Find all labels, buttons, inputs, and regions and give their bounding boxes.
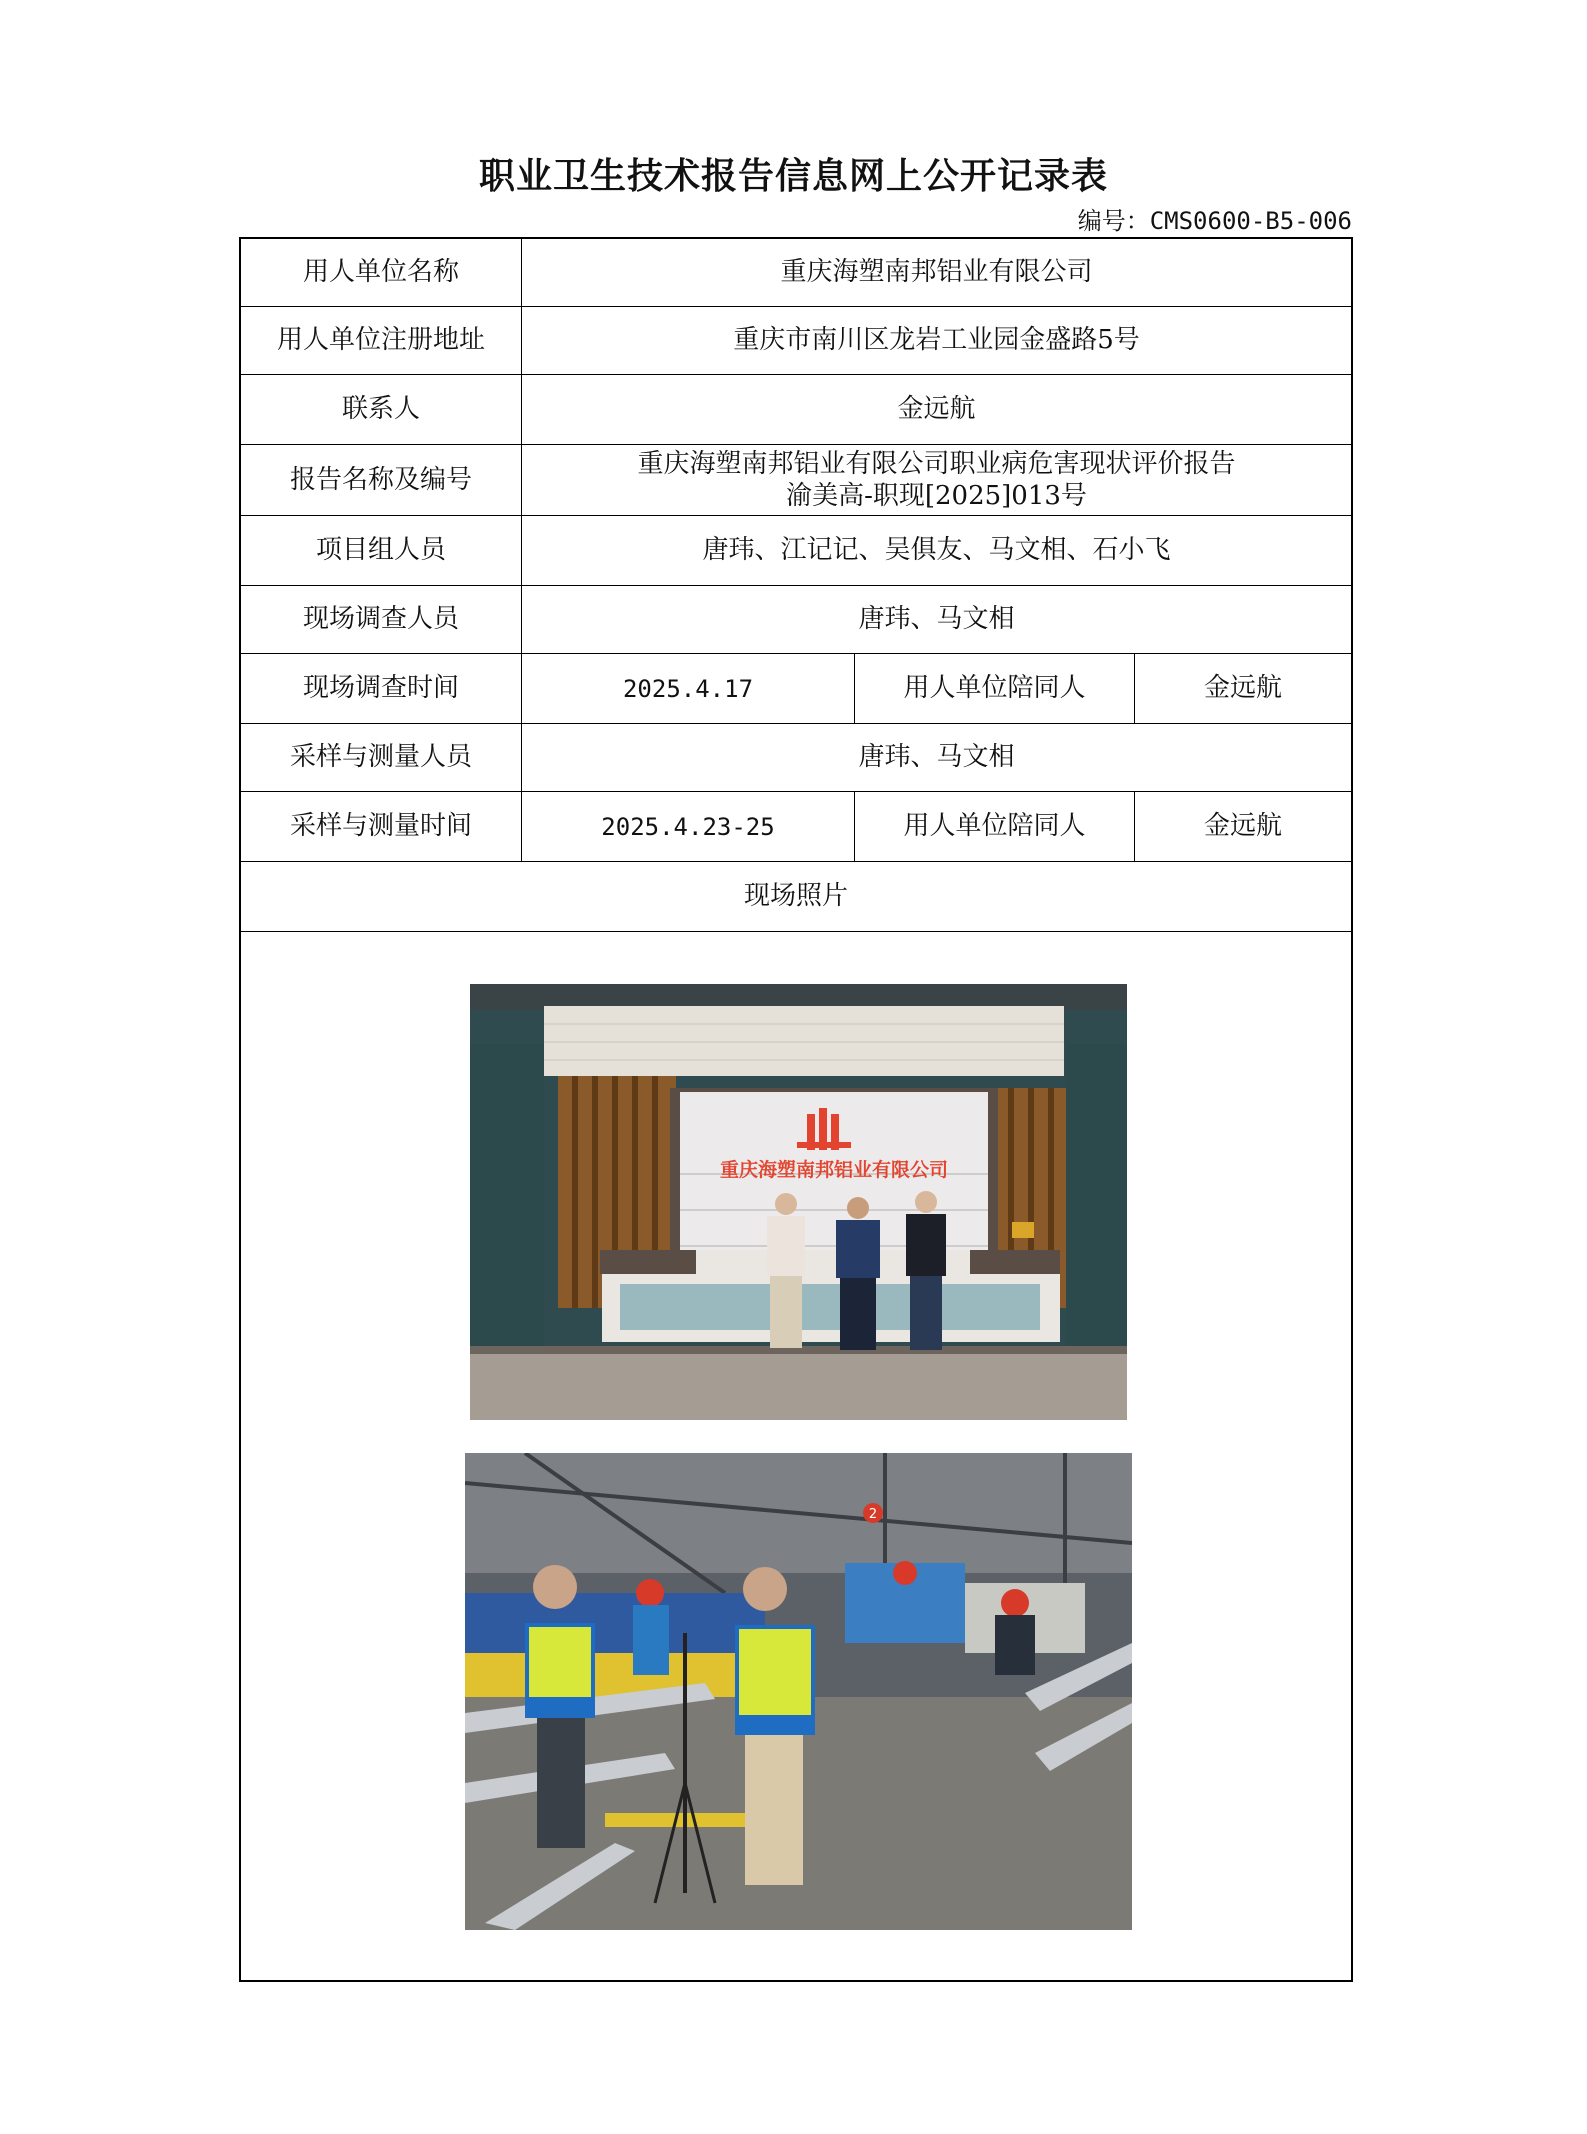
survey-companion-value: 金远航 bbox=[1203, 673, 1282, 704]
survey-staff-value: 唐玮、马文相 bbox=[858, 604, 1015, 635]
photos-label: 现场照片 bbox=[743, 881, 848, 912]
report-value bbox=[522, 445, 1351, 515]
table-row bbox=[241, 586, 1351, 654]
sampling-staff-value: 唐玮、马文相 bbox=[858, 742, 1015, 773]
contact-value: 金远航 bbox=[897, 394, 976, 425]
survey-staff-label: 现场调查人员 bbox=[241, 586, 522, 653]
employer-address-value: 重庆市南川区龙岩工业园金盛路5号 bbox=[733, 325, 1140, 356]
company-sign-text: 重庆海塑南邦铝业有限公司 bbox=[719, 1159, 949, 1181]
table-row bbox=[241, 654, 1351, 724]
survey-time-label: 现场调查时间 bbox=[241, 654, 522, 723]
survey-companion-label: 用人单位陪同人 bbox=[855, 654, 1135, 723]
project-team-value: 唐玮、江记记、吴俱友、马文相、石小飞 bbox=[702, 535, 1171, 566]
employer-name-value: 重庆海塑南邦铝业有限公司 bbox=[780, 257, 1093, 288]
project-team-label: 项目组人员 bbox=[241, 516, 522, 585]
document-number: 编号：CMS0600-B5-006 bbox=[1077, 207, 1352, 235]
table-row bbox=[241, 724, 1351, 792]
sampling-companion-value: 金远航 bbox=[1203, 811, 1282, 842]
sampling-companion-label: 用人单位陪同人 bbox=[855, 792, 1135, 861]
table-row bbox=[241, 862, 1351, 932]
report-label: 报告名称及编号 bbox=[241, 445, 522, 515]
survey-time-value: 2025.4.17 bbox=[522, 654, 855, 723]
marker-badge: 2 bbox=[868, 1507, 878, 1522]
sampling-time-value: 2025.4.23-25 bbox=[522, 792, 855, 861]
table-row bbox=[241, 516, 1351, 586]
table-row bbox=[241, 445, 1351, 516]
lobby-photo bbox=[470, 984, 1127, 1420]
record-table bbox=[239, 237, 1353, 1982]
employer-name-label: 用人单位名称 bbox=[241, 239, 522, 306]
table-row bbox=[241, 239, 1351, 307]
report-number: 渝美高-职现[2025]013号 bbox=[786, 481, 1087, 511]
table-row bbox=[241, 792, 1351, 862]
table-row bbox=[241, 307, 1351, 375]
contact-label: 联系人 bbox=[241, 375, 522, 444]
sampling-staff-label: 采样与测量人员 bbox=[241, 724, 522, 791]
employer-address-label: 用人单位注册地址 bbox=[241, 307, 522, 374]
workshop-photo bbox=[465, 1453, 1132, 1930]
report-name: 重庆海塑南邦铝业有限公司职业病危害现状评价报告 bbox=[637, 448, 1236, 479]
page-title: 职业卫生技术报告信息网上公开记录表 bbox=[478, 155, 1108, 197]
table-row bbox=[241, 375, 1351, 445]
sampling-time-label: 采样与测量时间 bbox=[241, 792, 522, 861]
